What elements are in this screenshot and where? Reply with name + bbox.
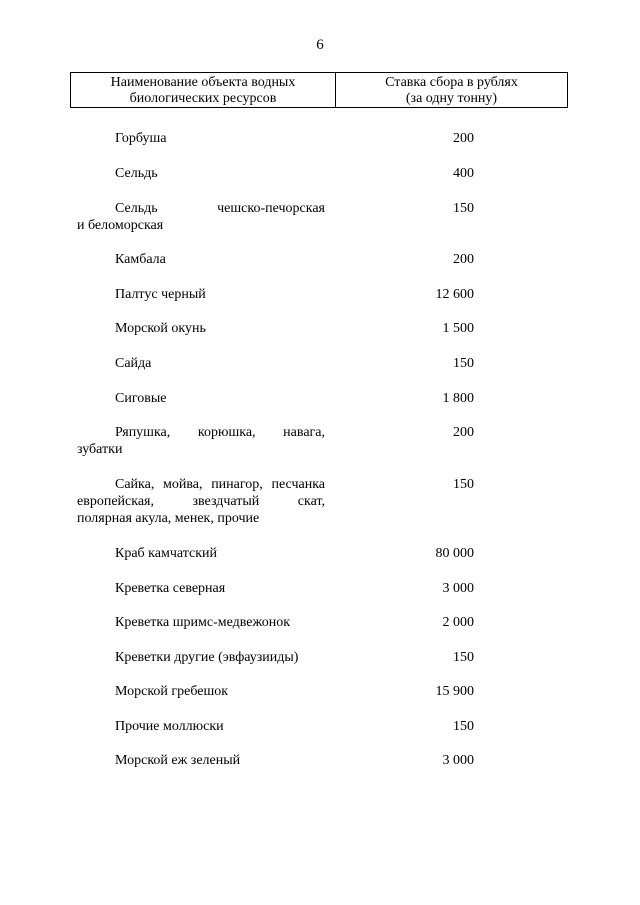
resource-name-line: Креветка северная <box>115 581 226 596</box>
resource-name-line: Сайка, мойва, пинагор, песчанка <box>115 477 325 492</box>
resource-name-line: зубатки <box>77 442 123 457</box>
resource-name-line: и беломорская <box>77 218 164 233</box>
resource-name-line: полярная акула, менек, прочие <box>77 511 260 526</box>
resource-rate: 2 000 <box>442 615 474 630</box>
resource-name <box>77 130 325 147</box>
resource-rate: 15 900 <box>435 684 474 699</box>
resource-rate: 200 <box>453 131 474 146</box>
resource-name-line: европейская, звездчатый скат, <box>77 494 325 509</box>
resource-rate: 1 800 <box>442 391 474 406</box>
resource-rate: 150 <box>453 356 474 371</box>
resource-name-line: Палтус черный <box>115 287 206 302</box>
resource-name <box>77 545 325 562</box>
resource-name-line: Сайда <box>115 356 152 371</box>
resource-rate: 200 <box>453 252 474 267</box>
resource-name <box>77 718 325 735</box>
header-name-line-1: Наименование объекта водных <box>110 74 296 90</box>
resource-rate: 200 <box>453 425 474 440</box>
header-rate-line-2: (за одну тонну) <box>405 90 498 106</box>
resource-name-line: Сельдь <box>115 166 158 181</box>
resource-rate: 150 <box>453 719 474 734</box>
resource-name <box>77 752 325 769</box>
resource-rate: 12 600 <box>435 287 474 302</box>
resource-name <box>77 580 325 597</box>
resource-name-line: Морской гребешок <box>115 684 229 699</box>
resource-name <box>77 320 325 337</box>
resource-rate: 400 <box>453 166 474 181</box>
resource-name <box>77 200 325 234</box>
resource-rate: 80 000 <box>435 546 474 561</box>
resource-name-line: Креветки другие (эвфаузииды) <box>115 650 299 665</box>
resource-name-line: Прочие моллюски <box>115 719 224 734</box>
resource-name <box>77 614 325 631</box>
resource-rate: 1 500 <box>442 321 474 336</box>
header-rate-line-1: Ставка сбора в рублях <box>385 74 518 90</box>
resource-name <box>77 476 325 527</box>
resource-rate: 150 <box>453 477 474 492</box>
resource-name <box>77 165 325 182</box>
resource-name-line: Креветка шримс-медвежонок <box>115 615 291 630</box>
resource-name <box>77 649 325 666</box>
resource-name <box>77 390 325 407</box>
resource-rate: 150 <box>453 650 474 665</box>
resource-name <box>77 683 325 700</box>
resource-name-line: Сиговые <box>115 391 167 406</box>
resource-name-line: Морской еж зеленый <box>115 753 241 768</box>
header-name-line-2: биологических ресурсов <box>129 90 277 106</box>
resource-rate: 150 <box>453 201 474 216</box>
resource-rate: 3 000 <box>442 581 474 596</box>
resource-name <box>77 286 325 303</box>
resource-name-line: Краб камчатский <box>115 546 218 561</box>
page-number: 6 <box>316 37 324 53</box>
resource-name <box>77 355 325 372</box>
resource-name-line: Камбала <box>115 252 166 267</box>
resource-name-line: Сельдь чешско-печорская <box>115 201 325 216</box>
resource-name-line: Морской окунь <box>115 321 206 336</box>
resource-rate: 3 000 <box>442 753 474 768</box>
resource-name <box>77 424 325 458</box>
resource-name <box>77 251 325 268</box>
resource-name-line: Ряпушка, корюшка, навага, <box>115 425 325 440</box>
resource-name-line: Горбуша <box>115 131 167 146</box>
